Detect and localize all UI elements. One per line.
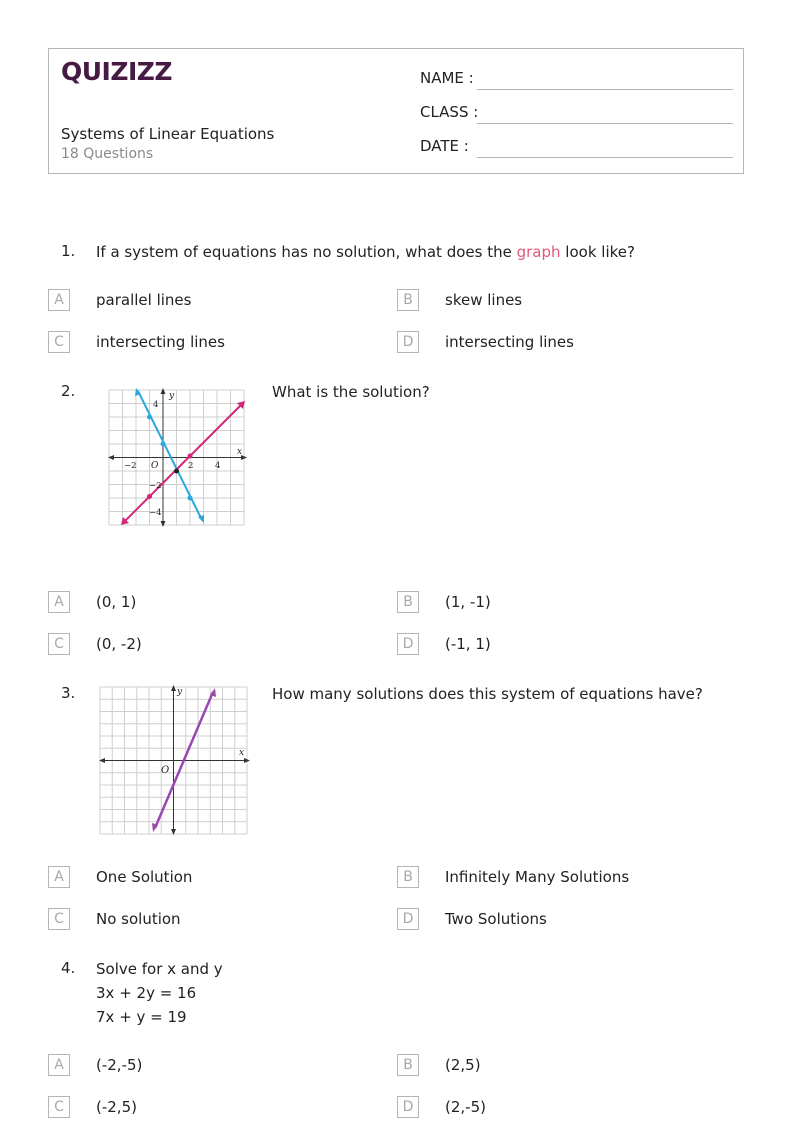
q2-option-c-text: (0, -2) xyxy=(96,635,142,653)
question-4-line-2: 3x + 2y = 16 xyxy=(96,984,197,1002)
class-label: CLASS : xyxy=(420,103,479,121)
q2-option-d-box[interactable]: D xyxy=(397,633,419,655)
question-2-number: 2. xyxy=(61,382,76,400)
q3-y-arrow-up xyxy=(171,685,176,691)
q2-y-arrow-down xyxy=(161,521,166,527)
q1-option-d-text: intersecting lines xyxy=(445,333,574,351)
q4-option-a-box[interactable]: A xyxy=(48,1054,70,1076)
question-3-number: 3. xyxy=(61,684,76,702)
q2-origin-label: O xyxy=(151,461,159,471)
q4-option-a-text: (-2,-5) xyxy=(96,1056,143,1074)
q2-magenta-line xyxy=(124,404,242,522)
q2-y-arrow-up xyxy=(161,388,166,394)
question-3-graph xyxy=(97,684,251,836)
q4-option-c-box[interactable]: C xyxy=(48,1096,70,1118)
q2-option-b-text: (1, -1) xyxy=(445,593,491,611)
question-1-text-part1: If a system of equations has no solution, what does the xyxy=(96,243,517,261)
q3-origin-label: O xyxy=(161,765,170,776)
q3-option-a-box[interactable]: A xyxy=(48,866,70,888)
q3-y-label: y xyxy=(177,687,183,697)
q3-option-d-text: Two Solutions xyxy=(445,910,547,928)
question-2-graph xyxy=(105,386,249,528)
q4-option-d-text: (2,-5) xyxy=(445,1098,486,1116)
question-1-text xyxy=(96,240,635,264)
q2-tick-2x: 2 xyxy=(188,461,194,471)
date-line[interactable] xyxy=(477,157,733,158)
question-1-highlight: graph xyxy=(516,243,561,261)
q2-tick-neg2x: −2 xyxy=(124,461,137,471)
q3-x-label: x xyxy=(239,748,245,758)
question-2-text: What is the solution? xyxy=(272,383,430,401)
q4-option-c-text: (-2,5) xyxy=(96,1098,137,1116)
q2-tick-neg4y: −4 xyxy=(149,508,162,518)
q1-option-c-box[interactable]: C xyxy=(48,331,70,353)
q1-option-a-box[interactable]: A xyxy=(48,289,70,311)
q2-option-a-box[interactable]: A xyxy=(48,591,70,613)
q2-y-label: y xyxy=(169,391,175,401)
quizizz-logo: QUIZIZZ xyxy=(61,57,173,86)
worksheet-header xyxy=(48,48,744,174)
name-label: NAME : xyxy=(420,69,474,87)
q2-blue-point-3 xyxy=(188,496,193,501)
q3-option-b-box[interactable]: B xyxy=(397,866,419,888)
q2-tick-neg2y: −2 xyxy=(149,481,162,491)
question-4-line-1: Solve for x and y xyxy=(96,960,223,978)
q4-option-b-text: (2,5) xyxy=(445,1056,481,1074)
q2-x-label: x xyxy=(237,447,243,457)
q2-tick-4y: 4 xyxy=(153,400,159,410)
q2-option-d-text: (-1, 1) xyxy=(445,635,491,653)
name-line[interactable] xyxy=(477,89,733,90)
question-count: 18 Questions xyxy=(61,146,154,162)
q1-option-a-text: parallel lines xyxy=(96,291,192,309)
q2-blue-point-1 xyxy=(147,415,152,420)
q3-option-c-text: No solution xyxy=(96,910,181,928)
question-1-text-part2: look like? xyxy=(560,243,635,261)
q2-option-c-box[interactable]: C xyxy=(48,633,70,655)
q2-magenta-point-1 xyxy=(147,494,152,499)
question-4-line-3: 7x + y = 19 xyxy=(96,1008,187,1026)
q2-blue-point-2 xyxy=(161,442,166,447)
q2-blue-arrow-bottom xyxy=(198,515,204,523)
worksheet-title: Systems of Linear Equations xyxy=(61,125,275,143)
q3-option-b-text: Infinitely Many Solutions xyxy=(445,868,630,886)
q1-option-b-box[interactable]: B xyxy=(397,289,419,311)
q2-intersection-point xyxy=(174,469,179,474)
question-3-text: How many solutions does this system of equations have? xyxy=(272,685,703,703)
q2-option-b-box[interactable]: B xyxy=(397,591,419,613)
q3-option-a-text: One Solution xyxy=(96,868,193,886)
question-4-number: 4. xyxy=(61,959,76,977)
q2-tick-4x: 4 xyxy=(215,461,221,471)
class-line[interactable] xyxy=(477,123,733,124)
q1-option-d-box[interactable]: D xyxy=(397,331,419,353)
q1-option-b-text: skew lines xyxy=(445,291,523,309)
q2-magenta-point-2 xyxy=(188,454,193,459)
date-label: DATE : xyxy=(420,137,469,155)
q4-option-b-box[interactable]: B xyxy=(397,1054,419,1076)
q3-option-d-box[interactable]: D xyxy=(397,908,419,930)
question-1-number: 1. xyxy=(61,242,76,260)
q2-option-a-text: (0, 1) xyxy=(96,593,137,611)
q3-option-c-box[interactable]: C xyxy=(48,908,70,930)
q4-option-d-box[interactable]: D xyxy=(397,1096,419,1118)
q1-option-c-text: intersecting lines xyxy=(96,333,225,351)
